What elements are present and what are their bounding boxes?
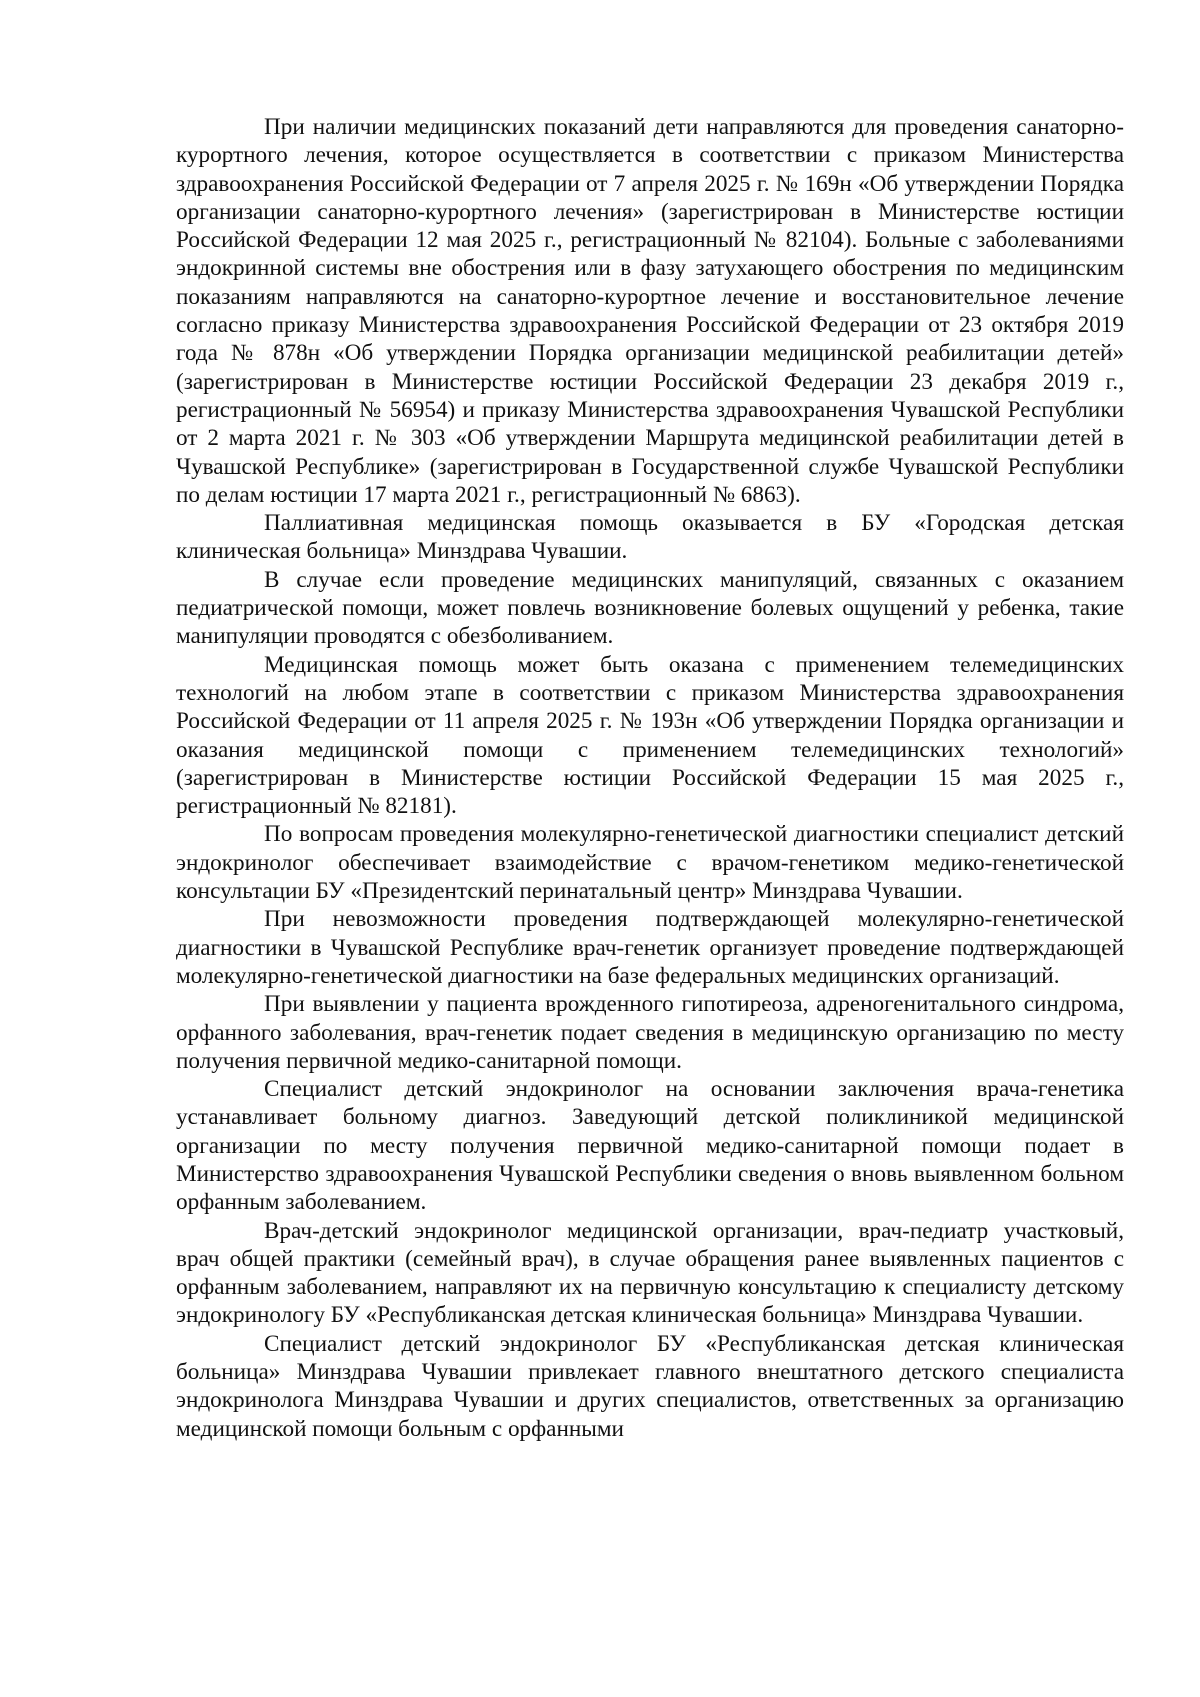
paragraph-referral: Врач-детский эндокринолог медицинской организации, врач-педиатр участковый, врач общей практики (семейный врач), в случае обращения ранее выявленных пациентов с орфанным заболеванием, направляют их на первичную консультацию к специалисту детскому эндокринологу БУ «Республиканская детская клиническая больница» Минздрава Чувашии. — [176, 1217, 1124, 1329]
paragraph-federal-diagnostics: При невозможности проведения подтверждающей молекулярно-генетической диагностики в Чувашской Республике врач-генетик организует проведение подтверждающей молекулярно-генетической диагностики на базе федеральных медицинских организаций. — [176, 906, 1124, 989]
paragraph-sanatorium-treatment: При наличии медицинских показаний дети направляются для проведения санаторно-курортного лечения, которое осуществляется в соответствии с приказом Министерства здравоохранения Российской Федерации от 7 апреля 2025 г. № 169н «Об утверждении Порядка организации санаторно-курортного лечения» (зарегистрирован в Министерстве юстиции Российской Федерации 12 мая 2025 г., регистрационный № 82104). Больные с заболеваниями эндокринной системы вне обострения или в фазу затухающего обострения по медицинским показаниям направляются на санаторно-курортное лечение и восстановительное лечение согласно приказу Министерства здравоохранения Российской Федерации от 23 октября 2019 года № 878н «Об утверждении Порядка организации медицинской реабилитации детей» (зарегистрирован в Министерстве юстиции Российской Федерации 23 декабря 2019 г., регистрационный № 56954) и приказу Министерства здравоохранения Чувашской Республики от 2 марта 2021 г. № 303 «Об утверждении Маршрута медицинской реабилитации детей в Чувашской Республике» (зарегистрирован в Государственной службе Чувашской Республики по делам юстиции 17 марта 2021 г., регистрационный № 6863). — [176, 114, 1124, 508]
paragraph-specialist-involvement: Специалист детский эндокринолог БУ «Республиканская детская клиническая больница» Минздрава Чувашии привлекает главного внештатного детского специалиста эндокринолога Минздрава Чувашии и других специалистов, ответственных за организацию медицинской помощи больным с орфанными — [176, 1330, 1124, 1442]
paragraph-genetic-diagnostics: По вопросам проведения молекулярно-генетической диагностики специалист детский эндокринолог обеспечивает взаимодействие с врачом-генетиком медико-генетической консультации БУ «Президентский перинатальный центр» Минздрава Чувашии. — [176, 821, 1124, 905]
document-body — [176, 113, 1124, 1443]
paragraph-anesthesia: В случае если проведение медицинских манипуляций, связанных с оказанием педиатрической помощи, может повлечь возникновение болевых ощущений у ребенка, такие манипуляции проводятся с обезболиванием. — [176, 566, 1124, 650]
paragraph-palliative-care: Паллиативная медицинская помощь оказывается в БУ «Городская детская клиническая больница» Минздрава Чувашии. — [176, 510, 1124, 565]
paragraph-congenital-detection: При выявлении у пациента врожденного гипотиреоза, адреногенитального синдрома, орфанного заболевания, врач-генетик подает сведения в медицинскую организацию по месту получения первичной медико-санитарной помощи. — [176, 991, 1124, 1074]
paragraph-diagnosis: Специалист детский эндокринолог на основании заключения врача-генетика устанавливает больному диагноз. Заведующий детской поликлиникой медицинской организации по месту получения первичной медико-санитарной помощи подает в Министерство здравоохранения Чувашской Республики сведения о вновь выявленном больном орфанным заболеванием. — [176, 1076, 1124, 1216]
paragraph-telemedicine: Медицинская помощь может быть оказана с применением телемедицинских технологий на любом этапе в соответствии с приказом Министерства здравоохранения Российской Федерации от 11 апреля 2025 г. № 193н «Об утверждении Порядка организации и оказания медицинской помощи с применением телемедицинских технологий» (зарегистрирован в Министерстве юстиции Российской Федерации 15 мая 2025 г., регистрационный № 82181). — [176, 651, 1124, 820]
